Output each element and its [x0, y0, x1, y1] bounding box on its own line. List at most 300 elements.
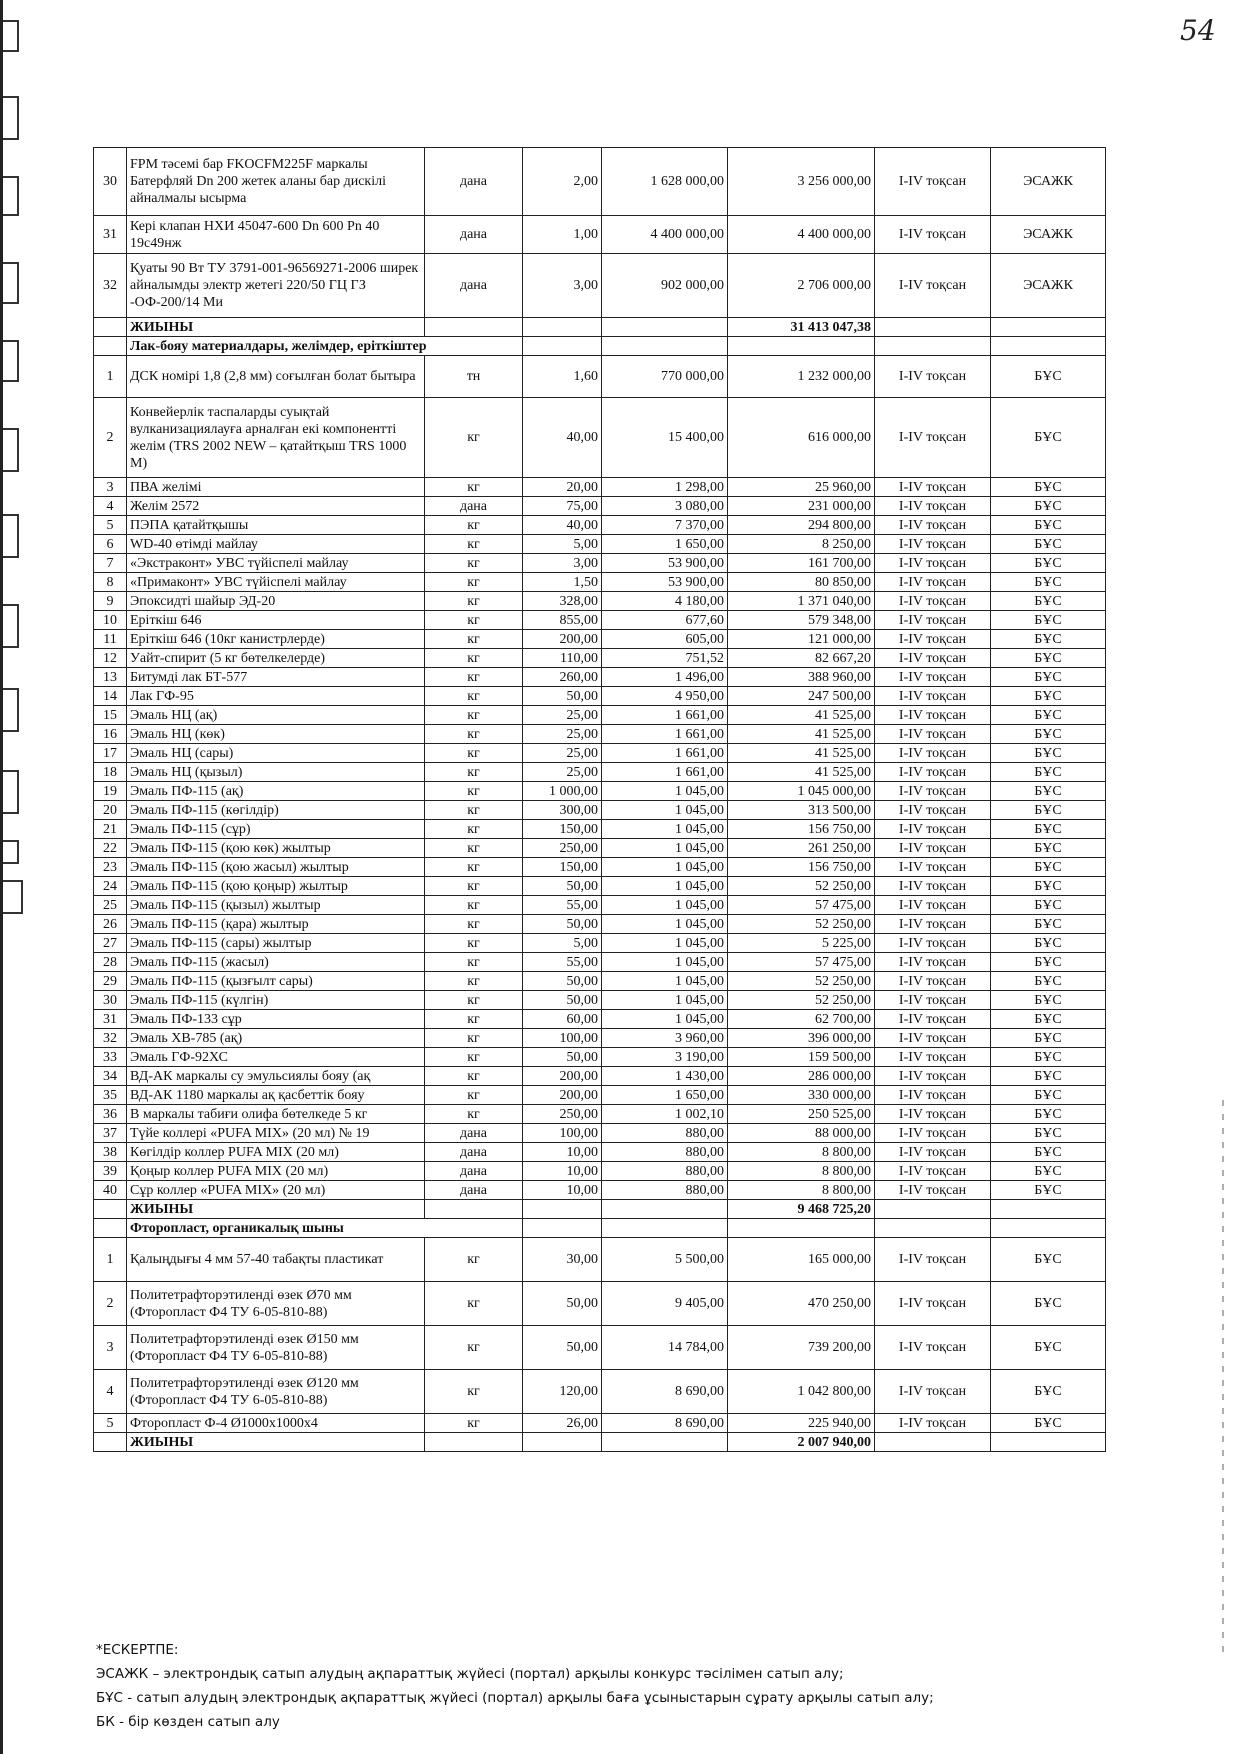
- procurement-method: БҰС: [991, 934, 1106, 953]
- empty-cell: [94, 318, 127, 337]
- item-name: Лак ГФ-95: [127, 687, 425, 706]
- item-name: Эмаль ГФ-92ХС: [127, 1048, 425, 1067]
- item-name: Эмаль ПФ-115 (қою қоңыр) жылтыр: [127, 877, 425, 896]
- item-name: Эмаль ПФ-115 (сұр): [127, 820, 425, 839]
- total-label: ЖИЫНЫ: [127, 1433, 425, 1452]
- unit-price: 3 960,00: [602, 1029, 728, 1048]
- total-sum: 159 500,00: [728, 1048, 875, 1067]
- table-row: [94, 1067, 1106, 1086]
- unit: кг: [425, 706, 523, 725]
- unit-price: 770 000,00: [602, 356, 728, 398]
- unit-price: 9 405,00: [602, 1282, 728, 1326]
- unit: кг: [425, 398, 523, 478]
- unit-price: 1 628 000,00: [602, 148, 728, 216]
- procurement-method: БҰС: [991, 1326, 1106, 1370]
- unit-price: 1 045,00: [602, 801, 728, 820]
- procurement-table: [93, 147, 1106, 1452]
- procurement-method: БҰС: [991, 1048, 1106, 1067]
- table-row: [94, 858, 1106, 877]
- quantity: 26,00: [523, 1414, 602, 1433]
- unit-price: 1 045,00: [602, 953, 728, 972]
- table-row: [94, 254, 1106, 318]
- period: I-IV тоқсан: [875, 991, 991, 1010]
- item-name: Политетрафторэтиленді өзек Ø120 мм (Фторопласт Ф4 ТУ 6-05-810-88): [127, 1370, 425, 1414]
- footnote-line: ЭСАЖК – электрондық сатып алудың ақпараттық жүйесі (портал) арқылы конкурс тәсілімен сатып алу;: [96, 1666, 844, 1682]
- unit-price: 53 900,00: [602, 554, 728, 573]
- quantity: 50,00: [523, 972, 602, 991]
- unit: кг: [425, 1086, 523, 1105]
- unit-price: 1 045,00: [602, 877, 728, 896]
- total-row: [94, 1433, 1106, 1452]
- empty-cell: [523, 1219, 602, 1238]
- row-number: 12: [94, 649, 127, 668]
- total-sum: 52 250,00: [728, 991, 875, 1010]
- unit-price: 1 045,00: [602, 934, 728, 953]
- quantity: 50,00: [523, 877, 602, 896]
- table-row: [94, 934, 1106, 953]
- unit-price: 1 045,00: [602, 820, 728, 839]
- quantity: 25,00: [523, 725, 602, 744]
- empty-cell: [523, 1200, 602, 1219]
- procurement-method: БҰС: [991, 991, 1106, 1010]
- row-number: 31: [94, 216, 127, 254]
- total-sum: 579 348,00: [728, 611, 875, 630]
- table-row: [94, 782, 1106, 801]
- total-row: [94, 1200, 1106, 1219]
- row-number: 13: [94, 668, 127, 687]
- item-name: Уайт-спирит (5 кг бөтелкелерде): [127, 649, 425, 668]
- unit: дана: [425, 216, 523, 254]
- total-sum: 1 042 800,00: [728, 1370, 875, 1414]
- quantity: 40,00: [523, 516, 602, 535]
- row-number: 27: [94, 934, 127, 953]
- procurement-method: БҰС: [991, 356, 1106, 398]
- empty-cell: [523, 1433, 602, 1452]
- item-name: Еріткіш 646 (10кг канистрлерде): [127, 630, 425, 649]
- procurement-method: ЭСАЖК: [991, 148, 1106, 216]
- table-row: [94, 611, 1106, 630]
- unit: кг: [425, 953, 523, 972]
- quantity: 50,00: [523, 1282, 602, 1326]
- empty-cell: [991, 337, 1106, 356]
- empty-cell: [523, 318, 602, 337]
- table-row: [94, 356, 1106, 398]
- table-row: [94, 953, 1106, 972]
- unit-price: 8 690,00: [602, 1414, 728, 1433]
- section-header-row: [94, 337, 1106, 356]
- row-number: 1: [94, 356, 127, 398]
- item-name: Политетрафторэтиленді өзек Ø70 мм (Фторопласт Ф4 ТУ 6-05-810-88): [127, 1282, 425, 1326]
- procurement-method: БҰС: [991, 554, 1106, 573]
- period: I-IV тоқсан: [875, 1181, 991, 1200]
- item-name: Битумді лак БТ-577: [127, 668, 425, 687]
- total-sum: 247 500,00: [728, 687, 875, 706]
- quantity: 2,00: [523, 148, 602, 216]
- row-number: 33: [94, 1048, 127, 1067]
- total-sum: 156 750,00: [728, 820, 875, 839]
- total-label: ЖИЫНЫ: [127, 1200, 425, 1219]
- period: I-IV тоқсан: [875, 1048, 991, 1067]
- procurement-method: БҰС: [991, 1181, 1106, 1200]
- page-number: 54: [1180, 14, 1216, 47]
- unit: кг: [425, 1370, 523, 1414]
- procurement-method: БҰС: [991, 839, 1106, 858]
- table-row: [94, 148, 1106, 216]
- item-name: ВД-АК 1180 маркалы ақ қасбеттік бояу: [127, 1086, 425, 1105]
- total-sum: 52 250,00: [728, 972, 875, 991]
- quantity: 1,60: [523, 356, 602, 398]
- empty-cell: [94, 1433, 127, 1452]
- row-number: 20: [94, 801, 127, 820]
- empty-cell: [94, 1219, 127, 1238]
- unit-price: 1 298,00: [602, 478, 728, 497]
- quantity: 10,00: [523, 1162, 602, 1181]
- period: I-IV тоқсан: [875, 1105, 991, 1124]
- quantity: 150,00: [523, 820, 602, 839]
- table-row: [94, 877, 1106, 896]
- quantity: 60,00: [523, 1010, 602, 1029]
- unit-price: 1 045,00: [602, 782, 728, 801]
- period: I-IV тоқсан: [875, 1238, 991, 1282]
- unit: кг: [425, 1282, 523, 1326]
- item-name: WD-40 өтімді майлау: [127, 535, 425, 554]
- item-name: Эмаль НЦ (сары): [127, 744, 425, 763]
- row-number: 1: [94, 1238, 127, 1282]
- period: I-IV тоқсан: [875, 953, 991, 972]
- item-name: ПВА желімі: [127, 478, 425, 497]
- total-sum: 2 706 000,00: [728, 254, 875, 318]
- total-sum: 261 250,00: [728, 839, 875, 858]
- unit: кг: [425, 877, 523, 896]
- unit: кг: [425, 1029, 523, 1048]
- quantity: 100,00: [523, 1029, 602, 1048]
- table-row: [94, 1048, 1106, 1067]
- empty-cell: [425, 1433, 523, 1452]
- item-name: Кері клапан НХИ 45047-600 Dn 600 Pn 40 19с49нж: [127, 216, 425, 254]
- period: I-IV тоқсан: [875, 254, 991, 318]
- total-sum: 82 667,20: [728, 649, 875, 668]
- empty-cell: [728, 1219, 875, 1238]
- quantity: 200,00: [523, 1086, 602, 1105]
- table-row: [94, 1238, 1106, 1282]
- row-number: 30: [94, 148, 127, 216]
- procurement-method: БҰС: [991, 820, 1106, 839]
- table-row: [94, 497, 1106, 516]
- item-name: Политетрафторэтиленді өзек Ø150 мм (Фторопласт Ф4 ТУ 6-05-810-88): [127, 1326, 425, 1370]
- item-name: Қалыңдығы 4 мм 57-40 табақты пластикат: [127, 1238, 425, 1282]
- row-number: 32: [94, 1029, 127, 1048]
- row-number: 24: [94, 877, 127, 896]
- row-number: 31: [94, 1010, 127, 1029]
- unit: кг: [425, 763, 523, 782]
- unit: кг: [425, 592, 523, 611]
- unit-price: 1 002,10: [602, 1105, 728, 1124]
- period: I-IV тоқсан: [875, 877, 991, 896]
- unit-price: 1 045,00: [602, 991, 728, 1010]
- unit: дана: [425, 497, 523, 516]
- unit-price: 14 784,00: [602, 1326, 728, 1370]
- quantity: 260,00: [523, 668, 602, 687]
- row-number: 3: [94, 478, 127, 497]
- table-row: [94, 1124, 1106, 1143]
- period: I-IV тоқсан: [875, 934, 991, 953]
- unit: кг: [425, 1414, 523, 1433]
- item-name: Еріткіш 646: [127, 611, 425, 630]
- unit-price: 1 045,00: [602, 858, 728, 877]
- table-row: [94, 1029, 1106, 1048]
- table-row: [94, 1105, 1106, 1124]
- unit-price: 1 045,00: [602, 896, 728, 915]
- row-number: 18: [94, 763, 127, 782]
- unit: кг: [425, 573, 523, 592]
- period: I-IV тоқсан: [875, 725, 991, 744]
- period: I-IV тоқсан: [875, 1086, 991, 1105]
- total-sum: 41 525,00: [728, 763, 875, 782]
- total-sum: 41 525,00: [728, 725, 875, 744]
- total-sum: 1 232 000,00: [728, 356, 875, 398]
- footnote-line: БҰС - сатып алудың электрондық ақпараттық жүйесі (портал) арқылы баға ұсыныстарын сұрату арқылы сатып алу;: [96, 1690, 934, 1706]
- row-number: 26: [94, 915, 127, 934]
- row-number: 5: [94, 516, 127, 535]
- period: I-IV тоқсан: [875, 744, 991, 763]
- table-row: [94, 649, 1106, 668]
- procurement-method: БҰС: [991, 1414, 1106, 1433]
- total-sum: 8 800,00: [728, 1181, 875, 1200]
- row-number: 22: [94, 839, 127, 858]
- period: I-IV тоқсан: [875, 896, 991, 915]
- table-row: [94, 1181, 1106, 1200]
- total-sum: 165 000,00: [728, 1238, 875, 1282]
- period: I-IV тоқсан: [875, 801, 991, 820]
- unit-price: 1 650,00: [602, 1086, 728, 1105]
- period: I-IV тоқсан: [875, 1326, 991, 1370]
- row-number: 25: [94, 896, 127, 915]
- table-row: [94, 820, 1106, 839]
- quantity: 30,00: [523, 1238, 602, 1282]
- empty-cell: [602, 1200, 728, 1219]
- unit-price: 1 661,00: [602, 706, 728, 725]
- empty-cell: [94, 337, 127, 356]
- unit-price: 880,00: [602, 1143, 728, 1162]
- quantity: 1 000,00: [523, 782, 602, 801]
- unit: дана: [425, 1143, 523, 1162]
- empty-cell: [875, 337, 991, 356]
- quantity: 10,00: [523, 1181, 602, 1200]
- row-number: 14: [94, 687, 127, 706]
- procurement-method: БҰС: [991, 801, 1106, 820]
- period: I-IV тоқсан: [875, 592, 991, 611]
- unit: кг: [425, 1048, 523, 1067]
- unit: кг: [425, 896, 523, 915]
- period: I-IV тоқсан: [875, 535, 991, 554]
- procurement-method: БҰС: [991, 516, 1106, 535]
- total-sum: 31 413 047,38: [728, 318, 875, 337]
- quantity: 50,00: [523, 687, 602, 706]
- unit: кг: [425, 934, 523, 953]
- item-name: Түйе коллері «PUFA MIX» (20 мл) № 19: [127, 1124, 425, 1143]
- binding-edge: [0, 0, 38, 1754]
- item-name: Эмаль ПФ-115 (қара) жылтыр: [127, 915, 425, 934]
- period: I-IV тоқсан: [875, 1029, 991, 1048]
- total-sum: 121 000,00: [728, 630, 875, 649]
- empty-cell: [523, 337, 602, 356]
- quantity: 5,00: [523, 934, 602, 953]
- unit: кг: [425, 1326, 523, 1370]
- table-row: [94, 725, 1106, 744]
- procurement-method: ЭСАЖК: [991, 216, 1106, 254]
- empty-cell: [991, 1219, 1106, 1238]
- quantity: 10,00: [523, 1143, 602, 1162]
- period: I-IV тоқсан: [875, 858, 991, 877]
- procurement-method: БҰС: [991, 763, 1106, 782]
- section-header-row: [94, 1219, 1106, 1238]
- quantity: 75,00: [523, 497, 602, 516]
- row-number: 38: [94, 1143, 127, 1162]
- quantity: 50,00: [523, 1326, 602, 1370]
- procurement-method: БҰС: [991, 896, 1106, 915]
- quantity: 40,00: [523, 398, 602, 478]
- total-sum: 2 007 940,00: [728, 1433, 875, 1452]
- unit-price: 880,00: [602, 1162, 728, 1181]
- procurement-method: БҰС: [991, 1029, 1106, 1048]
- empty-cell: [875, 1433, 991, 1452]
- procurement-method: БҰС: [991, 573, 1106, 592]
- procurement-method: БҰС: [991, 1370, 1106, 1414]
- unit: кг: [425, 858, 523, 877]
- period: I-IV тоқсан: [875, 687, 991, 706]
- total-sum: 616 000,00: [728, 398, 875, 478]
- unit: кг: [425, 1238, 523, 1282]
- footnotes: [96, 1638, 934, 1734]
- table-row: [94, 972, 1106, 991]
- quantity: 250,00: [523, 1105, 602, 1124]
- unit: кг: [425, 801, 523, 820]
- unit: кг: [425, 744, 523, 763]
- row-number: 10: [94, 611, 127, 630]
- empty-cell: [875, 1200, 991, 1219]
- quantity: 120,00: [523, 1370, 602, 1414]
- unit-price: 53 900,00: [602, 573, 728, 592]
- item-name: FPM тәсемі бар FKOCFM225F маркалы Батерфляй Dn 200 жетек аланы бар дискілі айналмалы ысырма: [127, 148, 425, 216]
- unit-price: 1 045,00: [602, 915, 728, 934]
- total-sum: 8 250,00: [728, 535, 875, 554]
- item-name: Эмаль ПФ-115 (сары) жылтыр: [127, 934, 425, 953]
- item-name: Конвейерлік таспаларды суықтай вулканизациялауға арналған екі компонентті желім (TRS 2002 NEW – қатайтқыш TRS 1000 M): [127, 398, 425, 478]
- scan-edge-noise: [1222, 1100, 1224, 1660]
- quantity: 50,00: [523, 915, 602, 934]
- period: I-IV тоқсан: [875, 1162, 991, 1181]
- total-sum: 231 000,00: [728, 497, 875, 516]
- unit: кг: [425, 535, 523, 554]
- unit-price: 8 690,00: [602, 1370, 728, 1414]
- table-row: [94, 630, 1106, 649]
- unit: кг: [425, 1067, 523, 1086]
- row-number: 2: [94, 398, 127, 478]
- unit-price: 1 045,00: [602, 972, 728, 991]
- procurement-method: БҰС: [991, 725, 1106, 744]
- period: I-IV тоқсан: [875, 1414, 991, 1433]
- item-name: Эмаль ПФ-115 (қызыл) жылтыр: [127, 896, 425, 915]
- item-name: ДСК номірі 1,8 (2,8 мм) соғылған болат бытыра: [127, 356, 425, 398]
- table-row: [94, 573, 1106, 592]
- row-number: 16: [94, 725, 127, 744]
- unit: кг: [425, 668, 523, 687]
- quantity: 150,00: [523, 858, 602, 877]
- item-name: ПЭПА қатайтқышы: [127, 516, 425, 535]
- period: I-IV тоқсан: [875, 1124, 991, 1143]
- total-sum: 470 250,00: [728, 1282, 875, 1326]
- period: I-IV тоқсан: [875, 148, 991, 216]
- row-number: 9: [94, 592, 127, 611]
- quantity: 25,00: [523, 706, 602, 725]
- empty-cell: [602, 337, 728, 356]
- period: I-IV тоқсан: [875, 706, 991, 725]
- procurement-method: БҰС: [991, 915, 1106, 934]
- unit-price: 3 190,00: [602, 1048, 728, 1067]
- row-number: 34: [94, 1067, 127, 1086]
- quantity: 200,00: [523, 630, 602, 649]
- procurement-method: БҰС: [991, 478, 1106, 497]
- period: I-IV тоқсан: [875, 915, 991, 934]
- empty-cell: [875, 1219, 991, 1238]
- total-sum: 313 500,00: [728, 801, 875, 820]
- item-name: «Примаконт» УВС түйіспелі майлау: [127, 573, 425, 592]
- period: I-IV тоқсан: [875, 1010, 991, 1029]
- table-row: [94, 839, 1106, 858]
- period: I-IV тоқсан: [875, 1067, 991, 1086]
- row-number: 30: [94, 991, 127, 1010]
- table-row: [94, 801, 1106, 820]
- period: I-IV тоқсан: [875, 216, 991, 254]
- empty-cell: [94, 1200, 127, 1219]
- table-row: [94, 744, 1106, 763]
- quantity: 200,00: [523, 1067, 602, 1086]
- unit: кг: [425, 991, 523, 1010]
- quantity: 55,00: [523, 953, 602, 972]
- total-sum: 250 525,00: [728, 1105, 875, 1124]
- total-sum: 41 525,00: [728, 744, 875, 763]
- section-title: Лак-бояу материалдары, желімдер, еріткіштер: [127, 337, 523, 356]
- procurement-method: БҰС: [991, 1162, 1106, 1181]
- unit: кг: [425, 630, 523, 649]
- row-number: 35: [94, 1086, 127, 1105]
- procurement-method: БҰС: [991, 1086, 1106, 1105]
- total-sum: 41 525,00: [728, 706, 875, 725]
- row-number: 29: [94, 972, 127, 991]
- procurement-method: БҰС: [991, 497, 1106, 516]
- empty-cell: [602, 318, 728, 337]
- unit: кг: [425, 649, 523, 668]
- row-number: 3: [94, 1326, 127, 1370]
- period: I-IV тоқсан: [875, 630, 991, 649]
- quantity: 1,50: [523, 573, 602, 592]
- total-sum: 52 250,00: [728, 877, 875, 896]
- unit-price: 880,00: [602, 1124, 728, 1143]
- unit: дана: [425, 1124, 523, 1143]
- quantity: 110,00: [523, 649, 602, 668]
- table-row: [94, 1414, 1106, 1433]
- table-row: [94, 535, 1106, 554]
- procurement-method: БҰС: [991, 1282, 1106, 1326]
- total-sum: 294 800,00: [728, 516, 875, 535]
- table-row: [94, 896, 1106, 915]
- total-sum: 8 800,00: [728, 1143, 875, 1162]
- item-name: Эмаль ПФ-115 (жасыл): [127, 953, 425, 972]
- total-sum: 1 045 000,00: [728, 782, 875, 801]
- item-name: Эмаль ПФ-133 сұр: [127, 1010, 425, 1029]
- total-sum: 4 400 000,00: [728, 216, 875, 254]
- row-number: 28: [94, 953, 127, 972]
